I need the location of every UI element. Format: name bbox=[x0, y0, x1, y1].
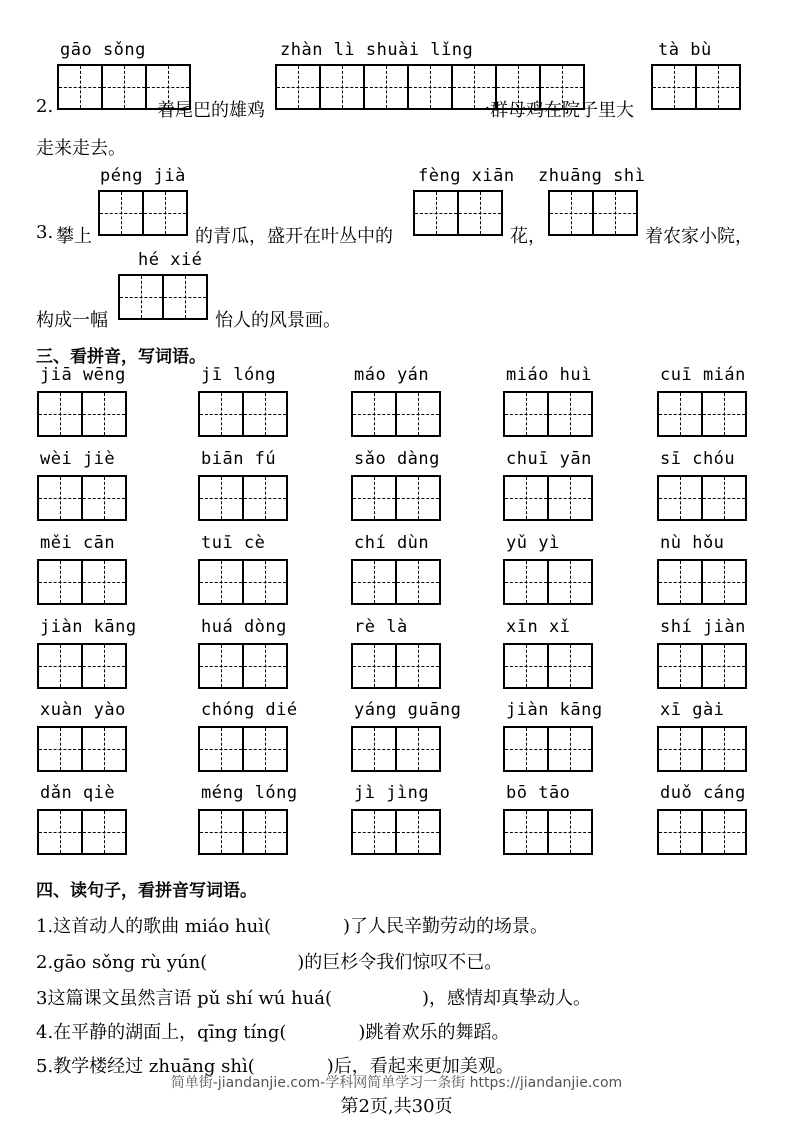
grid-cell[interactable] bbox=[198, 643, 244, 689]
grid-cell[interactable] bbox=[81, 391, 127, 437]
sentence-2: 2.gāo sǒng rù yún( )的巨杉令我们惊叹不已。 bbox=[36, 952, 503, 973]
answer-grid[interactable] bbox=[37, 726, 127, 772]
answer-grid[interactable] bbox=[503, 475, 593, 521]
pinyin-label: jiàn kāng bbox=[40, 617, 137, 637]
pinyin-label: yǔ yì bbox=[506, 533, 560, 553]
grid-cell[interactable] bbox=[657, 391, 703, 437]
grid-cell[interactable] bbox=[701, 559, 747, 605]
answer-grid[interactable] bbox=[657, 809, 747, 855]
pinyin-zhuang-shi: zhuāng shì bbox=[538, 166, 646, 186]
grid-cell[interactable] bbox=[657, 559, 703, 605]
answer-grid[interactable] bbox=[351, 726, 441, 772]
page-number: 第2页,共30页 bbox=[340, 1096, 453, 1117]
pinyin-label: máo yán bbox=[354, 365, 430, 385]
grid-cell[interactable] bbox=[503, 643, 549, 689]
grid-cell[interactable] bbox=[503, 559, 549, 605]
answer-grid[interactable] bbox=[651, 64, 741, 110]
question-2-number: 2. bbox=[36, 96, 54, 117]
pinyin-label: duǒ cáng bbox=[660, 783, 746, 803]
grid-cell[interactable] bbox=[395, 809, 441, 855]
pinyin-label: sī chóu bbox=[660, 449, 736, 469]
answer-grid[interactable] bbox=[503, 559, 593, 605]
grid-cell[interactable] bbox=[81, 726, 127, 772]
pinyin-label: jì jìng bbox=[354, 783, 430, 803]
answer-grid[interactable] bbox=[198, 809, 288, 855]
grid-cell[interactable] bbox=[701, 643, 747, 689]
pinyin-label: chuī yān bbox=[506, 449, 592, 469]
answer-grid[interactable] bbox=[657, 391, 747, 437]
grid-cell[interactable] bbox=[395, 391, 441, 437]
answer-grid[interactable] bbox=[351, 391, 441, 437]
section-4-title: 四、读句子，看拼音写词语。 bbox=[36, 881, 257, 901]
answer-grid[interactable] bbox=[37, 809, 127, 855]
pinyin-label: chí dùn bbox=[354, 533, 430, 553]
grid-cell[interactable] bbox=[503, 726, 549, 772]
pinyin-he-xie: hé xié bbox=[138, 250, 203, 270]
answer-grid[interactable] bbox=[351, 809, 441, 855]
answer-grid[interactable] bbox=[548, 190, 638, 236]
pinyin-feng-xian: fèng xiān bbox=[418, 166, 515, 186]
grid-cell[interactable] bbox=[351, 809, 397, 855]
pinyin-label: sǎo dàng bbox=[354, 449, 440, 469]
answer-grid[interactable] bbox=[198, 475, 288, 521]
sentence-text: 着尾巴的雄鸡 bbox=[157, 100, 265, 121]
answer-grid[interactable] bbox=[413, 190, 503, 236]
pinyin-label: miáo huì bbox=[506, 365, 592, 385]
grid-cell[interactable] bbox=[503, 809, 549, 855]
grid-cell[interactable] bbox=[351, 726, 397, 772]
pinyin-label: shí jiàn bbox=[660, 617, 746, 637]
grid-cell[interactable] bbox=[351, 559, 397, 605]
answer-grid[interactable] bbox=[351, 559, 441, 605]
pinyin-label: cuī mián bbox=[660, 365, 746, 385]
sentence-1: 1.这首动人的歌曲 miáo huì( )了人民辛勤劳动的场景。 bbox=[36, 916, 548, 937]
grid-cell[interactable] bbox=[81, 559, 127, 605]
grid-cell[interactable] bbox=[81, 643, 127, 689]
pinyin-label: yáng guāng bbox=[354, 700, 462, 720]
grid-cell[interactable] bbox=[242, 809, 288, 855]
grid-cell[interactable] bbox=[657, 809, 703, 855]
sentence-text: 的青瓜，盛开在叶丛中的 bbox=[195, 226, 393, 247]
grid-cell[interactable] bbox=[198, 475, 244, 521]
answer-grid[interactable] bbox=[657, 475, 747, 521]
grid-cell[interactable] bbox=[657, 726, 703, 772]
answer-grid[interactable] bbox=[37, 643, 127, 689]
sentence-text: 攀上 bbox=[56, 226, 92, 247]
grid-cell[interactable] bbox=[657, 643, 703, 689]
grid-cell[interactable] bbox=[351, 391, 397, 437]
pinyin-label: měi cān bbox=[40, 533, 116, 553]
answer-grid[interactable] bbox=[503, 643, 593, 689]
grid-cell[interactable] bbox=[547, 643, 593, 689]
grid-cell[interactable] bbox=[37, 475, 83, 521]
sentence-text: 着农家小院， bbox=[645, 226, 753, 247]
answer-grid[interactable] bbox=[198, 559, 288, 605]
grid-cell[interactable] bbox=[242, 643, 288, 689]
grid-cell[interactable] bbox=[701, 475, 747, 521]
grid-cell[interactable] bbox=[242, 559, 288, 605]
pinyin-label: nù hǒu bbox=[660, 533, 725, 553]
grid-cell[interactable] bbox=[37, 643, 83, 689]
answer-grid[interactable] bbox=[198, 391, 288, 437]
grid-cell[interactable] bbox=[701, 391, 747, 437]
pinyin-ta-bu: tà bù bbox=[658, 40, 712, 60]
answer-grid[interactable] bbox=[118, 274, 208, 320]
grid-cell[interactable] bbox=[547, 726, 593, 772]
pinyin-label: xīn xǐ bbox=[506, 617, 571, 637]
grid-cell[interactable] bbox=[37, 809, 83, 855]
grid-cell[interactable] bbox=[395, 559, 441, 605]
grid-cell[interactable] bbox=[395, 475, 441, 521]
pinyin-label: méng lóng bbox=[201, 783, 298, 803]
answer-grid[interactable] bbox=[657, 726, 747, 772]
section-3-title: 三、看拼音，写词语。 bbox=[36, 347, 206, 367]
grid-cell[interactable] bbox=[547, 809, 593, 855]
watermark-text: 简单街-jiandanjie.com-学科网简单学习一条街 https://jiandanjie.com bbox=[170, 1075, 623, 1091]
grid-cell[interactable] bbox=[81, 809, 127, 855]
grid-cell[interactable] bbox=[395, 643, 441, 689]
answer-grid[interactable] bbox=[503, 726, 593, 772]
pinyin-label: xī gài bbox=[660, 700, 725, 720]
pinyin-label: wèi jiè bbox=[40, 449, 116, 469]
pinyin-label: huá dòng bbox=[201, 617, 287, 637]
grid-cell[interactable] bbox=[37, 559, 83, 605]
answer-grid[interactable] bbox=[351, 475, 441, 521]
pinyin-label: xuàn yào bbox=[40, 700, 126, 720]
grid-cell[interactable] bbox=[242, 475, 288, 521]
pinyin-label: chóng dié bbox=[201, 700, 298, 720]
sentence-text: 构成一幅 bbox=[36, 310, 108, 331]
answer-grid[interactable] bbox=[503, 391, 593, 437]
grid-cell[interactable] bbox=[547, 559, 593, 605]
grid-cell[interactable] bbox=[701, 809, 747, 855]
pinyin-gao-song: gāo sǒng bbox=[60, 40, 146, 60]
answer-grid[interactable] bbox=[98, 190, 188, 236]
sentence-text: 走来走去。 bbox=[36, 138, 126, 159]
grid-cell[interactable] bbox=[198, 809, 244, 855]
grid-cell[interactable] bbox=[198, 559, 244, 605]
grid-cell[interactable] bbox=[81, 475, 127, 521]
grid-cell[interactable] bbox=[198, 726, 244, 772]
grid-cell[interactable] bbox=[37, 726, 83, 772]
pinyin-label: biān fú bbox=[201, 449, 277, 469]
pinyin-label: bō tāo bbox=[506, 783, 571, 803]
answer-grid[interactable] bbox=[657, 559, 747, 605]
grid-cell[interactable] bbox=[242, 726, 288, 772]
grid-cell[interactable] bbox=[657, 475, 703, 521]
answer-grid[interactable] bbox=[198, 726, 288, 772]
pinyin-label: jī lóng bbox=[201, 365, 277, 385]
grid-cell[interactable] bbox=[37, 391, 83, 437]
pinyin-zhan-li-shuai-ling: zhàn lì shuài lǐng bbox=[280, 40, 474, 60]
answer-grid[interactable] bbox=[503, 809, 593, 855]
grid-cell[interactable] bbox=[351, 643, 397, 689]
pinyin-label: dǎn qiè bbox=[40, 783, 116, 803]
sentence-4: 4.在平静的湖面上，qīng tíng( )跳着欢乐的舞蹈。 bbox=[36, 1022, 510, 1043]
sentence-3: 3这篇课文虽然言语 pǔ shí wú huá( )，感情却真挚动人。 bbox=[36, 988, 592, 1009]
grid-cell[interactable] bbox=[547, 391, 593, 437]
answer-grid[interactable] bbox=[351, 643, 441, 689]
sentence-5: 5.教学楼经过 zhuāng shì( )后，看起来更加美观。 bbox=[36, 1056, 514, 1077]
pinyin-label: rè là bbox=[354, 617, 408, 637]
pinyin-peng-jia: péng jià bbox=[100, 166, 186, 186]
sentence-text: 花， bbox=[510, 226, 546, 247]
grid-cell[interactable] bbox=[547, 475, 593, 521]
answer-grid[interactable] bbox=[657, 643, 747, 689]
grid-cell[interactable] bbox=[198, 391, 244, 437]
grid-cell[interactable] bbox=[242, 391, 288, 437]
grid-cell[interactable] bbox=[395, 726, 441, 772]
grid-cell[interactable] bbox=[701, 726, 747, 772]
answer-grid[interactable] bbox=[37, 391, 127, 437]
grid-cell[interactable] bbox=[503, 391, 549, 437]
pinyin-label: jiàn kāng bbox=[506, 700, 603, 720]
question-3-number: 3. bbox=[36, 222, 54, 243]
answer-grid[interactable] bbox=[37, 559, 127, 605]
grid-cell[interactable] bbox=[503, 475, 549, 521]
sentence-text: 怡人的风景画。 bbox=[215, 310, 341, 331]
sentence-text: 一群母鸡在院子里大 bbox=[472, 100, 634, 121]
answer-grid[interactable] bbox=[198, 643, 288, 689]
answer-grid[interactable] bbox=[37, 475, 127, 521]
grid-cell[interactable] bbox=[351, 475, 397, 521]
pinyin-label: jiā wēng bbox=[40, 365, 126, 385]
pinyin-label: tuī cè bbox=[201, 533, 266, 553]
